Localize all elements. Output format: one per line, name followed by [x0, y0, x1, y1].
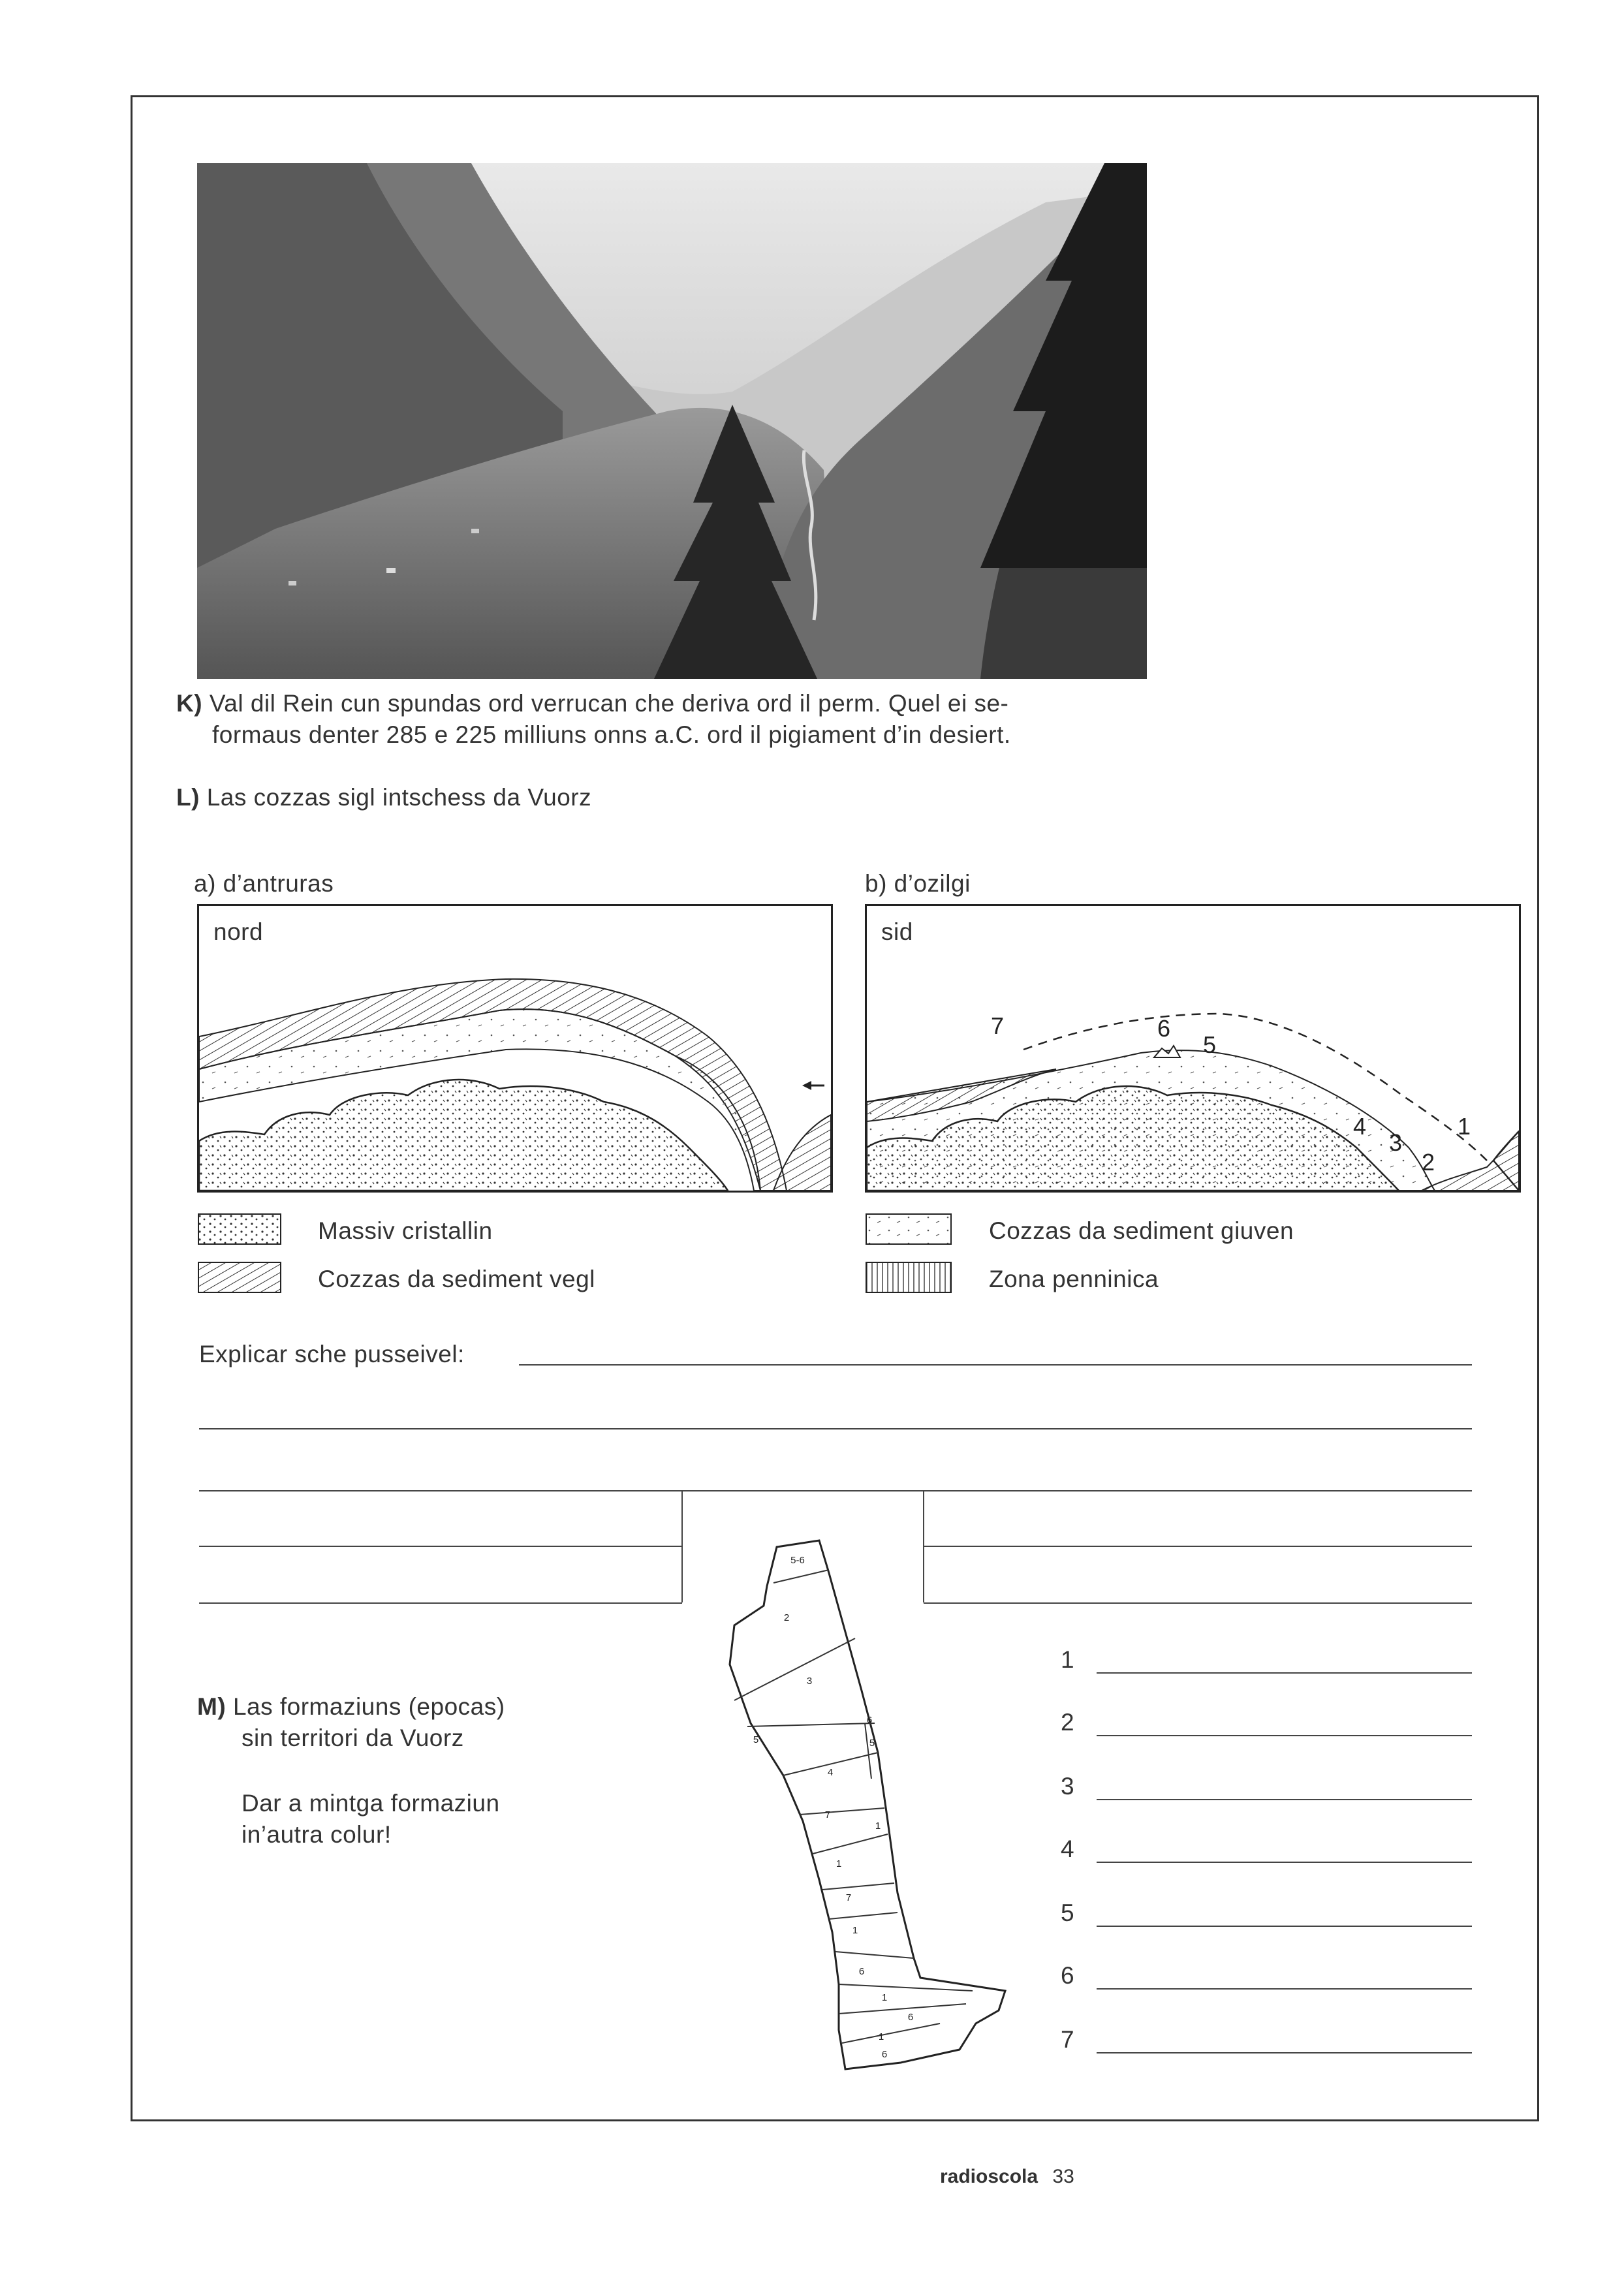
map-label: 6 [881, 2049, 888, 2060]
section-l-title [176, 781, 591, 814]
diagram-a-corner-label: nord [213, 918, 264, 945]
map-label: 6 [907, 2012, 914, 2023]
answer-line[interactable] [199, 1546, 682, 1547]
answer-line[interactable] [1097, 1799, 1472, 1800]
section-m-instruction-line2: in’autra colur! [242, 1821, 392, 1848]
diagram-b-number-1: 1 [1458, 1113, 1471, 1140]
diagram-b [865, 904, 1521, 1193]
explain-label: Explicar sche pusseivel: [199, 1341, 465, 1367]
answer-line[interactable] [1097, 1926, 1472, 1927]
answer-line[interactable] [199, 1490, 1472, 1491]
diagram-b-corner-label: sid [881, 918, 913, 945]
answer-number: 6 [1061, 1962, 1075, 1989]
legend-label-vegl: Cozzas da sediment vegl [318, 1266, 595, 1292]
legend-swatch-vegl [198, 1262, 281, 1293]
answer-number: 2 [1061, 1709, 1075, 1736]
map-label: 1 [875, 1820, 881, 1832]
diagram-a [197, 904, 833, 1193]
diagram-b-number-6: 6 [1157, 1015, 1171, 1042]
caption-k [176, 687, 1008, 720]
legend-swatch-giuven [866, 1213, 952, 1245]
diagram-b-number-2: 2 [1422, 1149, 1435, 1176]
map-label: 1 [852, 1925, 858, 1936]
answer-line[interactable] [199, 1428, 1472, 1429]
answer-line[interactable] [1097, 1862, 1472, 1863]
diagram-b-number-5: 5 [1203, 1031, 1217, 1058]
map-label: 2 [783, 1612, 790, 1623]
section-m-title-line1: Las formaziuns (epocas) [232, 1693, 505, 1720]
legend-swatch-penninic [866, 1262, 952, 1293]
map-label: 5-6 [790, 1555, 805, 1566]
map-label: 1 [881, 1992, 888, 2003]
map-label: 5 [753, 1734, 759, 1745]
caption-k-letter: K) [176, 690, 203, 717]
section-m-title [197, 1691, 505, 1723]
answer-number: 4 [1061, 1835, 1075, 1862]
answer-line[interactable] [519, 1364, 1472, 1366]
map-label: 6 [858, 1966, 865, 1977]
map-label: 1 [878, 2031, 884, 2042]
answer-line[interactable] [1097, 1735, 1472, 1736]
diagram-b-number-3: 3 [1389, 1129, 1403, 1156]
map-label: 7 [824, 1809, 831, 1820]
map-label: 5 [869, 1738, 875, 1749]
answer-number: 5 [1061, 1899, 1075, 1926]
answer-line[interactable] [1097, 2052, 1472, 2053]
answer-line[interactable] [199, 1602, 682, 1604]
map-label: 6 [866, 1715, 873, 1726]
legend-label-penninic: Zona penninica [989, 1266, 1159, 1292]
footer-publication: radioscola [940, 2166, 1038, 2187]
caption-k-line2: formaus denter 285 e 225 milliuns onns a.C. ord il pigiament d’in desiert. [212, 721, 1011, 748]
answer-number: 7 [1061, 2026, 1075, 2053]
section-m-instruction-line1: Dar a mintga formaziun [242, 1790, 500, 1817]
diagram-b-number-4: 4 [1353, 1113, 1367, 1140]
section-l-letter: L) [176, 784, 200, 811]
line-divider [681, 1490, 683, 1602]
map-label: 7 [845, 1892, 852, 1903]
section-m-letter: M) [197, 1693, 226, 1720]
legend-label-massiv: Massiv cristallin [318, 1217, 493, 1244]
map-label: 4 [827, 1767, 834, 1778]
section-m-title-line2: sin territori da Vuorz [242, 1725, 464, 1751]
answer-line[interactable] [1097, 1672, 1472, 1674]
territory-map [725, 1527, 1018, 2079]
legend-label-giuven: Cozzas da sediment giuven [989, 1217, 1294, 1244]
map-label: 3 [806, 1676, 813, 1687]
diagram-a-caption: a) d’antruras [194, 870, 334, 897]
caption-k-line1: Val dil Rein cun spundas ord verrucan che deriva ord il perm. Quel ei se- [209, 690, 1009, 717]
legend-swatch-massiv [198, 1213, 281, 1245]
valley-photo [197, 163, 1147, 679]
answer-line[interactable] [1097, 1988, 1472, 1990]
diagram-b-number-7: 7 [991, 1012, 1005, 1039]
page-footer [940, 2164, 1074, 2190]
map-label: 1 [835, 1858, 842, 1869]
section-l-text: Las cozzas sigl intschess da Vuorz [206, 784, 592, 811]
footer-page-number: 33 [1052, 2166, 1074, 2187]
answer-number: 3 [1061, 1773, 1075, 1800]
answer-number: 1 [1061, 1646, 1075, 1673]
diagram-b-caption: b) d’ozilgi [865, 870, 971, 897]
